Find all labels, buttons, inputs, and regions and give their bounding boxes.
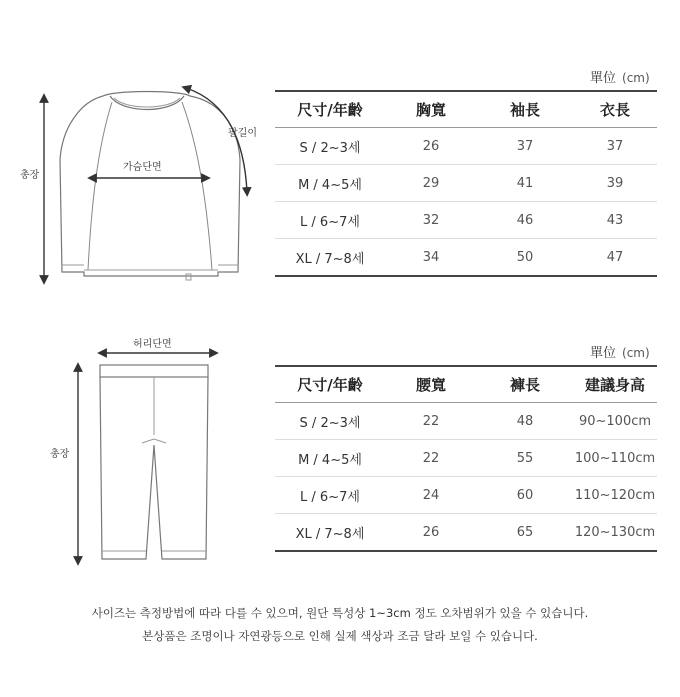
value-cell: 120~130cm bbox=[573, 514, 657, 552]
value-cell: 39 bbox=[573, 165, 657, 202]
header-cell: 袖長 bbox=[477, 91, 573, 128]
table-row bbox=[275, 477, 657, 514]
shirt-diagram bbox=[0, 80, 270, 290]
value-cell: 65 bbox=[477, 514, 573, 552]
top-unit-label: 單位 (cm) bbox=[590, 71, 650, 86]
shirt-chest-label: 가슴단면 bbox=[123, 162, 162, 173]
value-cell: 37 bbox=[516, 138, 534, 154]
bottom-unit-label: 單位 (cm) bbox=[590, 346, 650, 361]
value-cell: 60 bbox=[477, 477, 573, 514]
table-row bbox=[275, 202, 657, 239]
value-cell: 41 bbox=[477, 165, 573, 202]
value-cell: 47 bbox=[573, 239, 657, 277]
value-cell: 46 bbox=[477, 202, 573, 239]
size-cell: S / 2~3세 bbox=[299, 140, 361, 156]
value-cell: 55 bbox=[477, 440, 573, 477]
value-cell: 100~110cm bbox=[573, 440, 657, 477]
size-cell: L / 6~7세 bbox=[275, 202, 385, 239]
table-row bbox=[275, 128, 657, 165]
header-cell: 腰寬 bbox=[385, 366, 477, 403]
value-cell: 24 bbox=[385, 477, 477, 514]
size-cell: M / 4~5세 bbox=[275, 165, 385, 202]
header-cell: 胸寬 bbox=[385, 91, 477, 128]
size-cell: M / 4~5세 bbox=[275, 440, 385, 477]
shirt-sleeve-label: 팔길이 bbox=[228, 128, 257, 139]
pants-total-length-label: 총장 bbox=[50, 449, 70, 460]
value-cell: 22 bbox=[422, 413, 440, 429]
value-cell: 90~100cm bbox=[578, 413, 652, 429]
header-cell: 尺寸/年齡 bbox=[275, 91, 385, 128]
pants-diagram bbox=[0, 335, 270, 570]
size-cell: XL / 7~8세 bbox=[275, 514, 385, 552]
pants-waist-label: 허리단면 bbox=[133, 339, 172, 350]
size-cell: S / 2~3세 bbox=[299, 415, 361, 431]
table-row bbox=[275, 239, 657, 277]
table-row bbox=[275, 514, 657, 552]
value-cell: 26 bbox=[422, 138, 440, 154]
value-cell: 48 bbox=[516, 413, 534, 429]
size-cell: XL / 7~8세 bbox=[275, 239, 385, 277]
note-color: 본상품은 조명이나 자연광등으로 인해 실제 색상과 조금 달라 보일 수 있습니다. bbox=[142, 629, 538, 643]
header-cell: 衣長 bbox=[573, 91, 657, 128]
table-header-row bbox=[275, 91, 657, 128]
value-cell: 43 bbox=[573, 202, 657, 239]
value-cell: 32 bbox=[385, 202, 477, 239]
value-cell: 26 bbox=[385, 514, 477, 552]
note-measurement: 사이즈는 측정방법에 따라 다를 수 있으며, 원단 특성상 1~3cm 정도 오차범위가 있을 수 있습니다. bbox=[91, 606, 589, 620]
size-cell: L / 6~7세 bbox=[275, 477, 385, 514]
header-cell: 建議身高 bbox=[573, 366, 657, 403]
value-cell: 34 bbox=[385, 239, 477, 277]
header-cell: 尺寸/年齡 bbox=[275, 366, 385, 403]
value-cell: 29 bbox=[385, 165, 477, 202]
header-cell: 褲長 bbox=[477, 366, 573, 403]
table-row bbox=[275, 165, 657, 202]
table-header-row bbox=[275, 366, 657, 403]
table-row bbox=[275, 440, 657, 477]
value-cell: 110~120cm bbox=[573, 477, 657, 514]
value-cell: 37 bbox=[606, 138, 624, 154]
top-size-table bbox=[275, 90, 657, 277]
bottom-size-table bbox=[275, 365, 657, 552]
value-cell: 50 bbox=[477, 239, 573, 277]
table-row bbox=[275, 403, 657, 440]
value-cell: 22 bbox=[385, 440, 477, 477]
shirt-total-length-label: 총장 bbox=[20, 170, 40, 181]
